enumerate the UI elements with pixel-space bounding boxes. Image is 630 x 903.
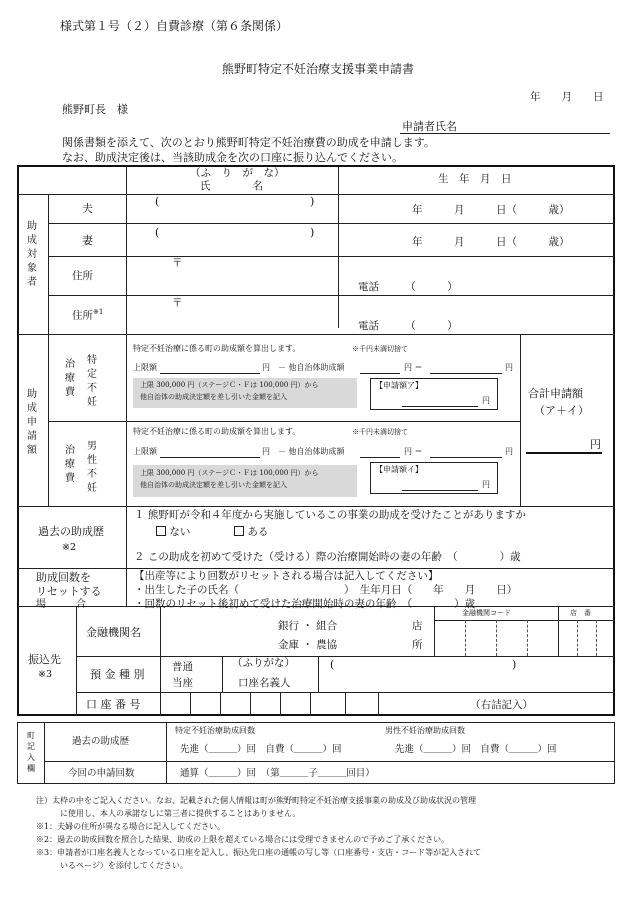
address2-label: 住所 [72,309,93,322]
office-use-label: 町記入欄 [27,731,35,773]
reset-child-line[interactable]: ・出生した子の氏名（ ） 生年月日（ 年 月 日） [134,584,518,596]
note-main-2: に使用し、本人の承諾なしに第三者に提供することはありません。 [60,809,301,818]
wife-furigana-open: ( [155,226,160,239]
applicant-label: 申請者氏名 [402,120,457,133]
total-yen: 円 [590,438,601,451]
male-equals: 円 ＝ [404,447,423,456]
office-female-head: 特定不妊治療助成回数 [175,726,255,735]
male-result-yen: 円 [505,447,513,456]
branch-code-header: 店 番 [570,609,591,617]
female-calc-line: 特定不妊治療に係る町の助成額を算出します。 [133,344,301,353]
deposit-ordinary[interactable]: 普通 [172,661,193,673]
male-grey-note-2: 他自治体の助成決定額を差し引いた金額を記入 [140,481,287,489]
postal-mark-1: 〒 [172,257,183,269]
reset-label-1: 助成回数を [36,571,91,584]
bank-code-header: 金融機関コード [462,609,511,617]
male-calc-line: 特定不妊治療に係る町の助成額を算出します。 [133,427,301,436]
male-type-label: 男性不妊 [87,441,97,494]
office-male-head: 男性不妊治療助成回数 [385,726,465,735]
husband-birthdate[interactable]: 年 月 日（ 歳） [412,204,570,216]
deposit-type-label: 預 金 種 別 [90,668,145,681]
form-number: 様式第１号（２）自費診療（第６条関係） [60,19,289,33]
page-title: 熊野町特定不妊治療支援事業申請書 [222,62,415,76]
no-checkbox[interactable] [156,526,166,536]
male-cost-label: 治療費 [65,445,75,484]
total-amount-line[interactable] [526,452,602,454]
phone-2[interactable]: 電話 （ ） [358,320,458,332]
female-upper-yen: 円 [262,363,270,372]
bank-group-note: ※3 [38,669,53,680]
right-align-note: （右詰記入） [470,699,533,711]
wife-label: 妻 [82,234,93,247]
female-calc-note: ※千円未満切捨て [352,345,408,353]
apply-amount-a-yen: 円 [482,396,490,405]
account-number-label: 口 座 番 号 [86,698,141,711]
no-option-label: ない [169,526,191,538]
female-equals: 円 ＝ [404,363,423,372]
office-male-counts[interactable]: 先進（＿＿＿）回 自費（＿＿＿）回 [395,744,557,755]
male-minus-other: － 他自治体助成額 [278,447,345,456]
note-2: ※2：過去の助成回数を照合した結果、助成の上限を超えている場合には受理できませんので予めご了承ください。 [36,835,450,844]
postal-mark-2: 〒 [172,297,183,309]
intro-line-1: 関係書類を添えて、次のとおり熊野町特定不妊治療費の助成を申請します。 [62,136,435,149]
wife-birthdate[interactable]: 年 月 日（ 歳） [412,236,570,248]
past-history-note: ※2 [62,542,77,553]
office-past-history: 過去の助成歴 [72,736,130,747]
date-fields: 年 月 日 [530,91,604,103]
branch-suffix-1: 店 [412,620,423,632]
total-formula: （ア＋イ） [534,404,589,417]
furigana-header: （ふ り が な） [190,167,285,179]
apply-amount-a-label: 【申請額ア】 [375,381,423,390]
female-result-yen: 円 [505,363,513,372]
note-3: ※3：申請者が口座名義人となっている口座を記入し、振込先口座の通帳の写し等（口座番号・支店・コード等が記入されて [36,848,482,857]
yes-checkbox[interactable] [234,526,244,536]
reset-age-line[interactable]: ・回数のリセット後初めて受けた治療開始時の妻の年齢 （ ）歳 [134,598,476,610]
intro-line-2: なお、助成決定後は、当該助成金を次の口座に振り込んでください。 [62,151,403,164]
holder-furigana: （ふりがな） [232,657,295,669]
target-group-label: 助成対象者 [27,221,37,288]
male-upper-yen: 円 [262,447,270,456]
reset-label-3: 場 合 [36,599,86,610]
apply-amount-i-yen: 円 [482,480,490,489]
bank-type-1[interactable]: 銀行 ・ 組合 [278,620,338,632]
female-minus-other: － 他自治体助成額 [278,363,345,372]
apply-amount-i-label: 【申請額イ】 [375,465,423,474]
office-total-count[interactable]: 通算（＿＿＿）回 （第＿＿＿子＿＿＿回目） [180,768,375,779]
addressee: 熊野町長 様 [62,103,128,116]
husband-furigana-open: ( [155,195,160,208]
male-grey-note: 上限 300,000 円（ステージＣ・Ｆは 100,000 円）から [140,469,319,477]
female-grey-note: 上限 300,000 円（ステージＣ・Ｆは 100,000 円）から [140,381,319,389]
address2-note: ※1 [93,308,104,316]
deposit-current[interactable]: 当座 [172,677,193,689]
office-female-counts[interactable]: 先進（＿＿＿）回 自費（＿＿＿）回 [180,744,342,755]
office-current-count: 今回の申請回数 [68,768,135,779]
holder-name-label: 口座名義人 [238,677,291,689]
past-question-1: １ 熊野町が令和４年度から実施しているこの事業の助成を受けたことがありますか [134,509,526,521]
male-upper-label: 上限額 [133,447,157,456]
note-3-2: いるページ）を添付してください。 [60,861,188,870]
note-main: 注）太枠の中をご記入ください。なお、記載された個人情報は町が熊野町特定不妊治療支援事業の助成及び助成状況の管理 [36,796,476,805]
reset-instruction: 【出産等により回数がリセットされる場合は記入してください】 [134,570,439,582]
male-calc-note: ※千円未満切捨て [352,428,408,436]
female-upper-label: 上限額 [133,363,157,372]
birth-column-header: 生 年 月 日 [438,173,512,185]
wife-furigana-close: ) [310,226,315,239]
reset-label-2: リセットする [36,585,102,598]
female-cost-label: 治療費 [65,359,75,398]
bank-group-label: 振込先 [28,653,61,666]
holder-open: ( [330,658,335,671]
note-1: ※1：夫婦の住所が異なる場合に記入してください。 [36,822,226,831]
total-label: 合計申請額 [528,387,583,400]
address-label: 住所 [72,270,93,282]
past-question-2[interactable]: ２ この助成を初めて受けた（受ける）際の治療開始時の妻の年齢 （ ）歳 [134,551,521,563]
female-type-label: 特定不妊 [87,355,97,408]
branch-suffix-2: 所 [412,639,423,651]
past-history-label: 過去の助成歴 [38,525,104,538]
amount-group-label: 助成申請額 [27,389,37,456]
bank-type-2[interactable]: 金庫 ・ 農協 [278,639,338,651]
phone-1[interactable]: 電話 （ ） [358,281,458,293]
holder-close: ) [512,658,517,671]
female-grey-note-2: 他自治体の助成決定額を差し引いた金額を記入 [140,393,287,401]
applicant-name-line[interactable] [400,133,610,134]
bank-name-label: 金融機関名 [86,626,141,639]
yes-option-label: ある [247,526,269,538]
husband-furigana-close: ) [310,195,315,208]
name-column-header: 氏 名 [200,180,263,192]
husband-label: 夫 [82,202,93,215]
